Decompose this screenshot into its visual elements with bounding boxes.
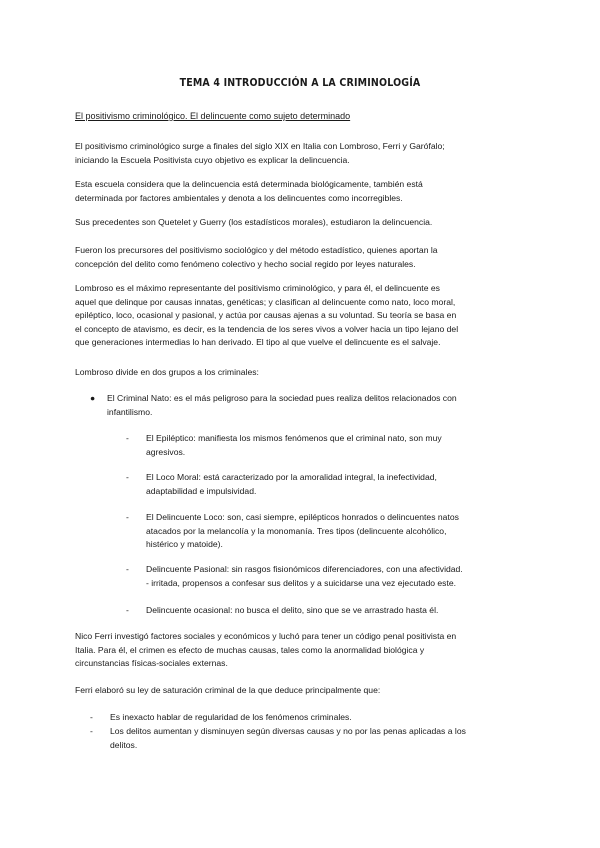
paragraph-origin <box>75 140 527 167</box>
paragraph-line: Fueron los precursores del positivismo sociológico y del método estadístico, quienes aportan la <box>75 245 438 255</box>
paragraph-line: el concepto de atavismo, es decir, es la tendencia de los seres vivos a volver hacia un tipo lejano del <box>75 323 459 334</box>
dash-icon: - <box>126 472 129 482</box>
paragraph-line: Sus precedentes son Quetelet y Guerry (los estadísticos morales), estudiaron la delincuencia. <box>75 217 433 227</box>
list-item-line: atacados por la melancolía y la monomanía. Tres tipos (delincuente alcohólico, <box>146 525 447 536</box>
list-item-line: agresivos. <box>146 446 186 457</box>
dash-icon: - <box>90 726 93 736</box>
paragraph-line: determinada por factores ambientales y denota a los delincuentes como incorregibles. <box>75 192 403 203</box>
list-item-line: histérico y matoide). <box>146 539 223 550</box>
paragraph-line: concepción del delito como fenómeno colectivo y hecho social regido por leyes naturales. <box>75 258 416 269</box>
paragraph-precedents <box>75 216 527 230</box>
paragraph-line: epiléptico, loco, ocasional y pasional, y actúa por causas ajenas a su voluntad. Su teoría se basa en <box>75 310 457 321</box>
paragraph-precursors <box>75 244 527 271</box>
list-item-line: El Epiléptico: manifiesta los mismos fenómenos que el criminal nato, son muy <box>146 433 442 443</box>
paragraph-school <box>75 178 527 205</box>
list-item-line: Los delitos aumentan y disminuyen según diversas causas y no por las penas aplicadas a los <box>110 726 466 736</box>
dash-icon: - <box>90 712 93 722</box>
list-item-line: delitos. <box>110 739 138 750</box>
paragraph-line: iniciando la Escuela Positivista cuyo objetivo es explicar la delincuencia. <box>75 154 350 165</box>
list-item-line: infantilismo. <box>107 406 153 417</box>
dash-icon: - <box>126 512 129 522</box>
list-item-line: El Loco Moral: está caracterizado por la amoralidad integral, la inefectividad, <box>146 472 437 482</box>
list-item-line: Delincuente Pasional: sin rasgos fisionómicos diferenciadores, con una afectividad. <box>146 564 463 574</box>
list-item-line: - irritada, propensos a confesar sus delitos y a suicidarse una vez ejecutado este. <box>146 577 457 588</box>
dash-icon: - <box>126 605 129 615</box>
list-item-line: El Criminal Nato: es el más peligroso para la sociedad pues realiza delitos relacionados con <box>107 393 457 403</box>
page-title: TEMA 4 INTRODUCCIÓN A LA CRIMINOLOGÍA <box>179 76 421 89</box>
section-subtitle: El positivismo criminológico. El delincuente como sujeto determinado <box>75 111 351 121</box>
dash-icon: - <box>126 433 129 443</box>
paragraph-ferri-law <box>75 684 527 698</box>
list-item-line: El Delincuente Loco: son, casi siempre, epilépticos honrados o delincuentes natos <box>146 512 459 522</box>
paragraph-ferri <box>75 630 527 671</box>
paragraph-line: Nico Ferri investigó factores sociales y económicos y luchó para tener un código penal positivista en <box>75 631 457 641</box>
list-item-line: Es inexacto hablar de regularidad de los fenómenos criminales. <box>110 712 352 722</box>
paragraph-line: El positivismo criminológico surge a finales del siglo XIX en Italia con Lombroso, Ferri y Garófalo; <box>75 141 445 151</box>
dash-icon: - <box>126 564 129 574</box>
paragraph-groups <box>75 366 527 380</box>
paragraph-line: Italia. Para él, el crimen es efecto de muchas causas, tales como la anormalidad biológica y <box>75 644 425 655</box>
paragraph-line: Lombroso es el máximo representante del positivismo criminológico, y para él, el delincuente es <box>75 283 440 293</box>
paragraph-line: Esta escuela considera que la delincuencia está determinada biológicamente, también está <box>75 179 423 189</box>
bullet-icon: ● <box>90 393 96 403</box>
paragraph-line: circunstancias físicas-sociales externas. <box>75 658 228 669</box>
list-item-line: Delincuente ocasional: no busca el delito, sino que se ve arrastrado hasta él. <box>146 605 439 615</box>
paragraph-line: Lombroso divide en dos grupos a los criminales: <box>75 367 259 377</box>
paragraph-line: aquel que delinque por causas innatas, genéticas; y clasifican al delincuente como nato, loco moral, <box>75 296 456 307</box>
paragraph-lombroso <box>75 282 527 350</box>
paragraph-line: que generaciones intermedias lo han derivado. El tipo al que vuelve el delincuente es el salvaje. <box>75 337 441 348</box>
paragraph-line: Ferri elaboró su ley de saturación criminal de la que deduce principalmente que: <box>75 685 381 695</box>
list-item-line: adaptabilidad e impulsividad. <box>146 485 257 496</box>
